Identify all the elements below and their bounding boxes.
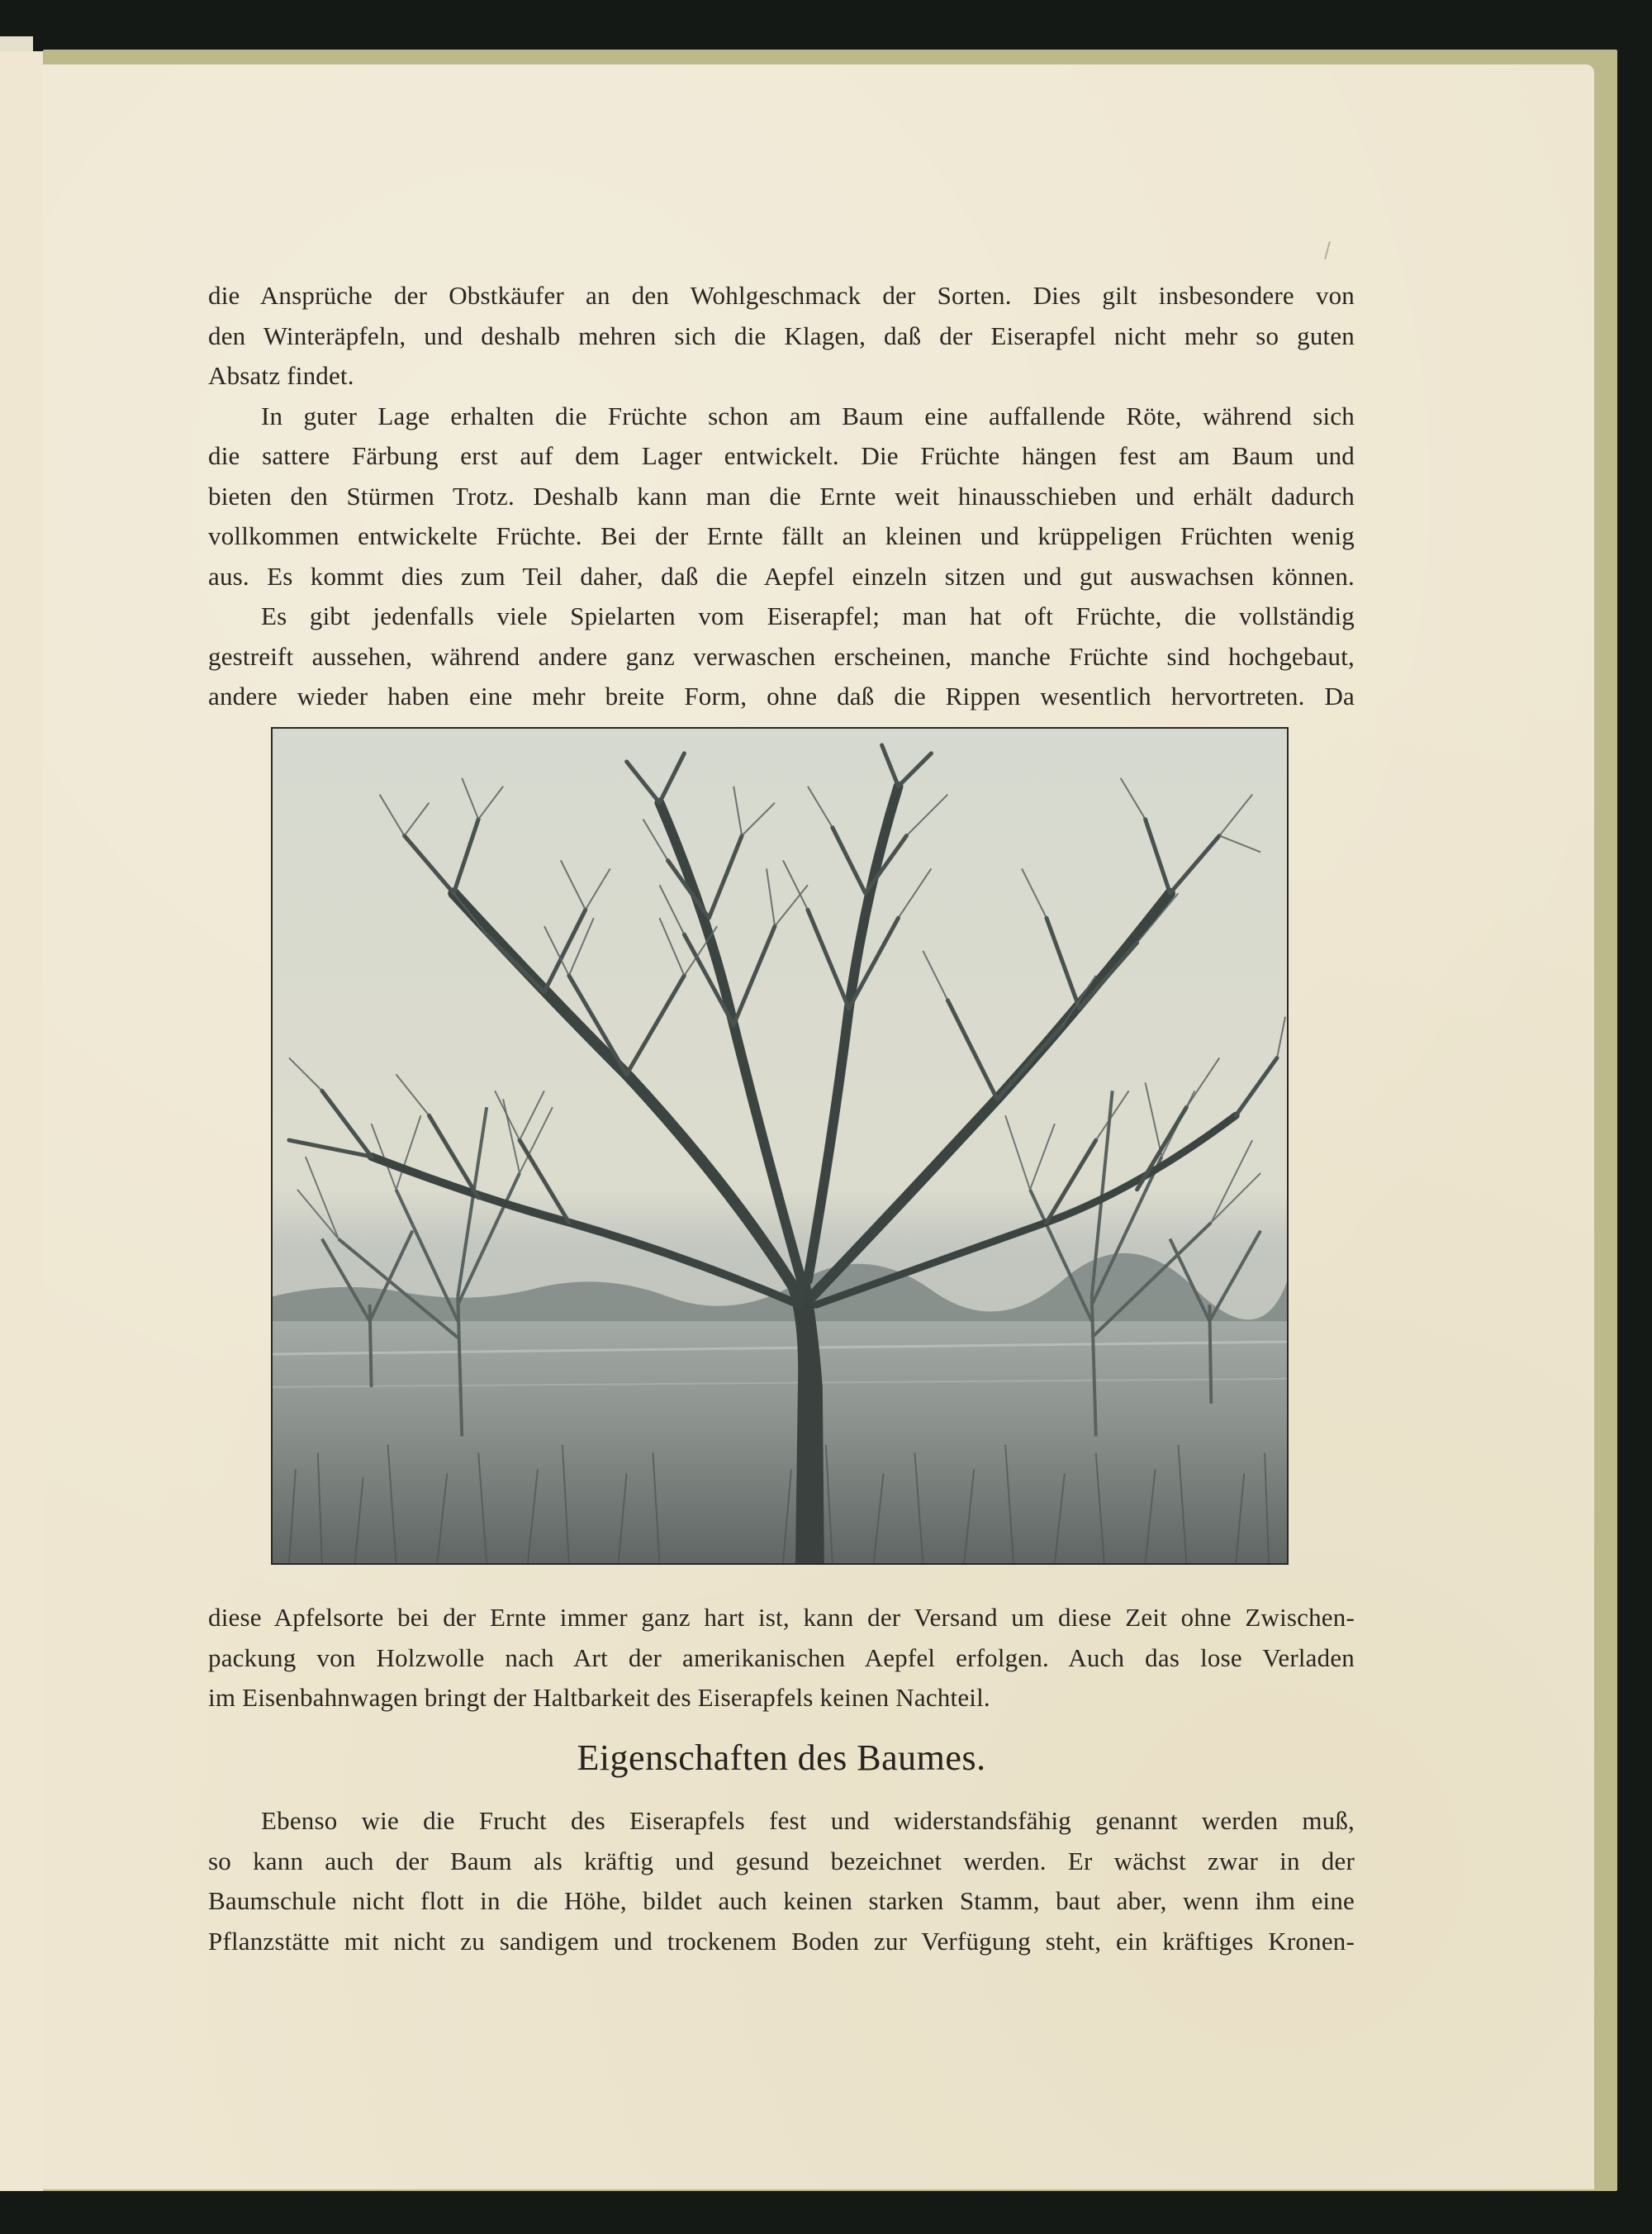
- text-line: den Winteräpfeln, und deshalb mehren sich die Klagen, daß der Eiserapfel nicht mehr so guten: [208, 321, 1355, 350]
- text-line: diese Apfelsorte bei der Ernte immer ganz hart ist, kann der Versand um diese Zeit ohne Zwischen-: [208, 1603, 1355, 1632]
- text-block-middle: [208, 1598, 1355, 1718]
- text-line: Es gibt jedenfalls viele Spielarten vom Eiserapfel; man hat oft Früchte, die vollständig: [261, 601, 1355, 630]
- text-line: die Ansprüche der Obstkäufer an den Wohlgeschmack der Sorten. Dies gilt insbesondere von: [208, 281, 1355, 310]
- text-line: In guter Lage erhalten die Früchte schon am Baum eine auffallende Röte, während sich: [261, 401, 1355, 430]
- text-line: vollkommen entwickelte Früchte. Bei der Ernte fällt an kleinen und krüppeligen Früchten wenig: [208, 521, 1355, 550]
- text-line: Absatz findet.: [208, 361, 354, 390]
- text-line: gestreift aussehen, während andere ganz verwaschen erscheinen, manche Früchte sind hochgebaut,: [208, 641, 1355, 671]
- section-heading: Eigenschaften des Baumes.: [577, 1737, 986, 1778]
- text-line: Ebenso wie die Frucht des Eiserapfels fest und widerstandsfähig genannt werden muß,: [261, 1806, 1355, 1835]
- text-line: andere wieder haben eine mehr breite Form, ohne daß die Rippen wesentlich hervortreten. Da: [208, 682, 1355, 711]
- text-line: bieten den Stürmen Trotz. Deshalb kann man die Ernte weit hinausschieben und erhält dadurch: [208, 481, 1355, 511]
- left-page-corner: [0, 36, 33, 53]
- left-page-edge: [0, 51, 44, 2191]
- text-line: aus. Es kommt dies zum Teil daher, daß die Aepfel einzeln sitzen und gut auswachsen können.: [208, 561, 1355, 591]
- text-line: Pflanzstätte mit nicht zu sandigem und trockenem Boden zur Verfügung steht, ein kräftiges Kronen-: [208, 1926, 1355, 1956]
- bare-tree-illustration: [273, 729, 1287, 1563]
- text-line: die sattere Färbung erst auf dem Lager entwickelt. Die Früchte hängen fest am Baum und: [208, 441, 1355, 470]
- text-block-upper: [208, 276, 1355, 717]
- tree-photograph: [271, 727, 1289, 1565]
- text-line: so kann auch der Baum als kräftig und gesund bezeichnet werden. Er wächst zwar in der: [208, 1846, 1355, 1875]
- text-block-lower: [208, 1801, 1355, 1961]
- text-line: im Eisenbahnwagen bringt der Haltbarkeit des Eiserapfels keinen Nachteil.: [208, 1683, 990, 1712]
- text-line: Baumschule nicht flott in die Höhe, bildet auch keinen starken Stamm, baut aber, wenn ihm eine: [208, 1886, 1355, 1915]
- text-line: packung von Holzwolle nach Art der amerikanischen Aepfel erfolgen. Auch das lose Verladen: [208, 1642, 1355, 1672]
